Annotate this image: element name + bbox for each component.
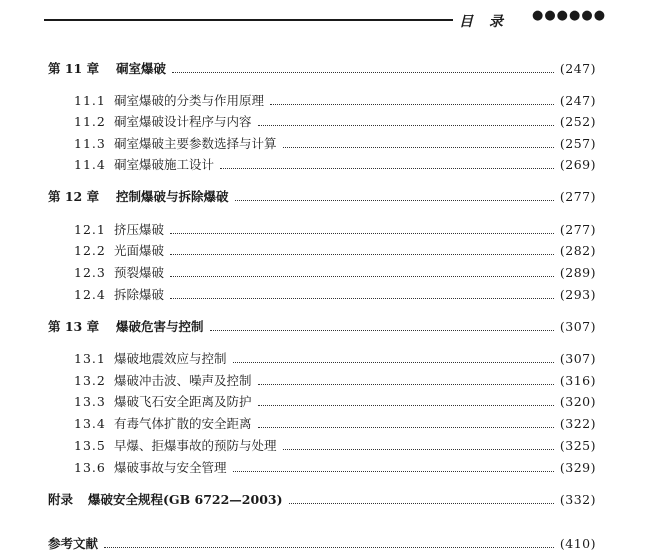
page-number: (307) [559, 351, 596, 366]
toc-section[interactable] [74, 112, 596, 130]
dot-leader [210, 318, 554, 331]
toc-chapter-11[interactable] [48, 59, 596, 77]
section-title: 硐室爆破施工设计 [114, 157, 215, 172]
toc-section[interactable] [74, 371, 596, 389]
page-number: (332) [559, 492, 596, 507]
toc-section[interactable] [74, 134, 596, 152]
dot-leader [172, 60, 554, 73]
section-title: 爆破冲击波、噪声及控制 [114, 373, 252, 388]
dot-leader [258, 415, 554, 428]
dot-leader [233, 350, 554, 363]
chapter-title: 硐室爆破 [116, 61, 167, 76]
dot-leader [220, 156, 554, 169]
header-rule [44, 19, 453, 21]
chapter-number: 第 12 章 [48, 189, 100, 204]
toc-section[interactable] [74, 436, 596, 454]
page-number: (293) [559, 287, 596, 302]
section-number: 13.1 [74, 351, 106, 366]
section-number: 13.2 [74, 373, 106, 388]
section-title: 爆破飞石安全距离及防护 [114, 394, 252, 409]
section-number: 13.3 [74, 394, 106, 409]
dot-leader [283, 135, 554, 148]
toc-section[interactable] [74, 155, 596, 173]
dot-leader [170, 242, 554, 255]
header-title: 目 录 [459, 14, 504, 30]
section-number: 12.4 [74, 287, 106, 302]
chapter-title: 爆破危害与控制 [116, 319, 204, 334]
page-number: (282) [559, 243, 596, 258]
page-number: (320) [559, 394, 596, 409]
section-number: 12.3 [74, 265, 106, 280]
page-number: (289) [559, 265, 596, 280]
toc-section[interactable] [74, 349, 596, 367]
page-number: (316) [559, 373, 596, 388]
toc-section[interactable] [74, 458, 596, 476]
page-number: (329) [559, 460, 596, 475]
page-number: (269) [559, 157, 596, 172]
page-number: (252) [559, 114, 596, 129]
toc-section[interactable] [74, 414, 596, 432]
section-title: 预裂爆破 [114, 265, 165, 280]
dot-leader [170, 264, 554, 277]
dot-leader [258, 372, 554, 385]
toc-chapter-12[interactable] [48, 187, 596, 205]
section-number: 11.4 [74, 157, 106, 172]
page-number: (277) [559, 222, 596, 237]
section-title: 光面爆破 [114, 243, 165, 258]
section-title: 硐室爆破主要参数选择与计算 [114, 136, 277, 151]
dot-leader [289, 491, 554, 504]
section-title: 挤压爆破 [114, 222, 165, 237]
dot-leader [283, 437, 554, 450]
dot-leader [235, 188, 554, 201]
section-title: 有毒气体扩散的安全距离 [114, 416, 252, 431]
section-number: 11.1 [74, 93, 106, 108]
dot-leader [104, 535, 554, 548]
page-number: (410) [559, 536, 596, 551]
page-number: (257) [559, 136, 596, 151]
section-title: 爆破地震效应与控制 [114, 351, 227, 366]
section-title: 硐室爆破的分类与作用原理 [114, 93, 265, 108]
page-number: (277) [559, 189, 596, 204]
toc-appendix[interactable] [48, 490, 596, 508]
section-title: 早爆、拒爆事故的预防与处理 [114, 438, 277, 453]
page-number: (307) [559, 319, 596, 334]
page-number: (322) [559, 416, 596, 431]
dot-leader [170, 221, 554, 234]
dot-leader [233, 459, 554, 472]
toc-section[interactable] [74, 241, 596, 259]
toc-section[interactable] [74, 220, 596, 238]
toc-section[interactable] [74, 263, 596, 281]
chapter-title: 控制爆破与拆除爆破 [116, 189, 229, 204]
section-number: 13.5 [74, 438, 106, 453]
references-title: 参考文献 [48, 536, 99, 551]
toc-section[interactable] [74, 91, 596, 109]
toc-section[interactable] [74, 392, 596, 410]
page-number: (325) [559, 438, 596, 453]
section-number: 13.6 [74, 460, 106, 475]
section-number: 11.2 [74, 114, 106, 129]
toc-section[interactable] [74, 285, 596, 303]
dot-leader [258, 393, 554, 406]
section-number: 12.1 [74, 222, 106, 237]
section-title: 拆除爆破 [114, 287, 165, 302]
chapter-number: 第 11 章 [48, 61, 100, 76]
header-dots: ●●●●●● [532, 8, 607, 23]
toc-chapter-13[interactable] [48, 317, 596, 335]
chapter-number: 第 13 章 [48, 319, 100, 334]
page-number: (247) [559, 61, 596, 76]
section-title: 爆破事故与安全管理 [114, 460, 227, 475]
dot-leader [170, 286, 554, 299]
dot-leader [270, 92, 554, 105]
appendix-label: 附录 [48, 492, 74, 507]
appendix-title: 爆破安全规程(GB 6722—2003) [88, 492, 283, 507]
toc-references[interactable] [48, 534, 596, 552]
page-number: (247) [559, 93, 596, 108]
section-number: 12.2 [74, 243, 106, 258]
dot-leader [258, 113, 554, 126]
section-title: 硐室爆破设计程序与内容 [114, 114, 252, 129]
section-number: 13.4 [74, 416, 106, 431]
section-number: 11.3 [74, 136, 106, 151]
